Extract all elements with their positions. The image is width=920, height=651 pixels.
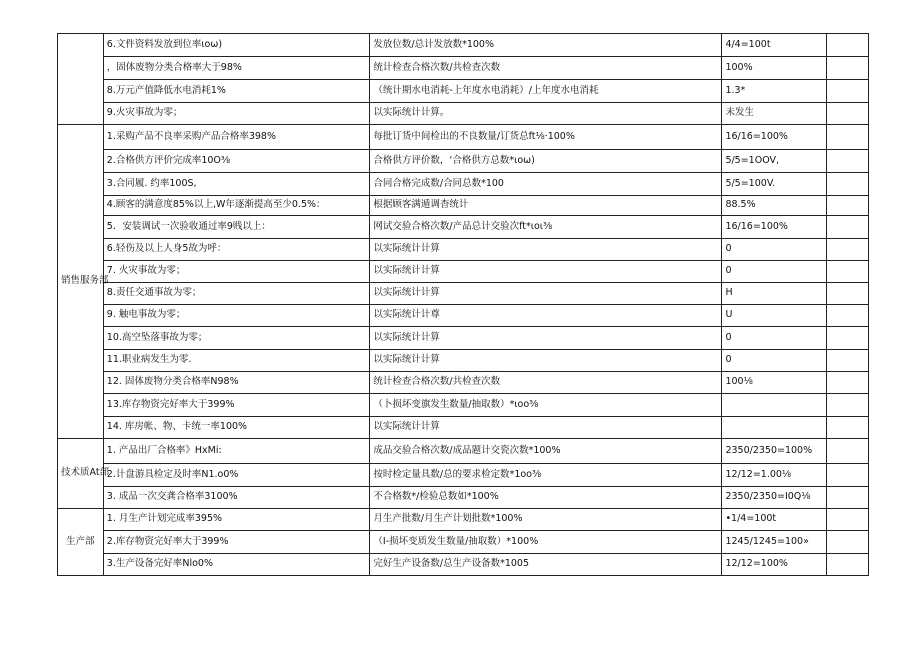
objective-cell: 3. 成品一次交龚合格率3100% <box>103 487 370 509</box>
remarks-cell <box>827 261 869 283</box>
result-cell: 5/5=100V. <box>722 173 827 196</box>
table-row <box>58 216 869 239</box>
department-cell: 销售服务部 <box>58 125 104 439</box>
table-row <box>58 509 869 531</box>
objective-cell: ，固体废物分类合格率大于98% <box>103 57 370 80</box>
objective-cell: 7. 火灾事故为零； <box>103 261 370 283</box>
objective-cell: 2.库存物资完好率大于399% <box>103 531 370 554</box>
table-row <box>58 239 869 261</box>
table-row <box>58 173 869 196</box>
table-row <box>58 439 869 464</box>
quality-objectives-table <box>57 33 869 576</box>
table-row <box>58 196 869 216</box>
calculation-cell: 网试交验合格次数/产品总计交验次ft*ιoι⅜ <box>370 216 722 239</box>
remarks-cell <box>827 531 869 554</box>
table-row <box>58 261 869 283</box>
objective-cell: 3.生产设备完好率Nlo0% <box>103 554 370 576</box>
table-row <box>58 487 869 509</box>
objective-cell: 6.文件资料发放到位率ιoω) <box>103 34 370 57</box>
objective-cell: 9.火灾事故为零； <box>103 103 370 125</box>
objective-cell: 11.职业病发生为零. <box>103 350 370 372</box>
result-cell: 12/12=100% <box>722 554 827 576</box>
remarks-cell <box>827 417 869 439</box>
objective-cell: 2.计盘游具检定及时率N1.o0% <box>103 464 370 487</box>
objective-cell: 10.高空坠落事故为零； <box>103 327 370 350</box>
table-row <box>58 531 869 554</box>
table-row <box>58 464 869 487</box>
table-row <box>58 327 869 350</box>
objective-cell: 8.万元产值降低水电消耗1% <box>103 80 370 103</box>
result-cell: 0 <box>722 261 827 283</box>
remarks-cell <box>827 173 869 196</box>
result-cell: 16/16=100% <box>722 216 827 239</box>
calculation-cell: 合格供方评价数，‘合格供方总数*ιoω) <box>370 150 722 173</box>
remarks-cell <box>827 239 869 261</box>
objective-cell: 14. 库房帐、物、卡统一率100% <box>103 417 370 439</box>
remarks-cell <box>827 103 869 125</box>
result-cell: H <box>722 283 827 305</box>
result-cell: 100% <box>722 57 827 80</box>
result-cell: 16/16=100% <box>722 125 827 150</box>
calculation-cell: 月生产批数/月生产计划批数*100% <box>370 509 722 531</box>
remarks-cell <box>827 283 869 305</box>
table-row <box>58 283 869 305</box>
calculation-cell: 以实际统计计尊 <box>370 305 722 327</box>
remarks-cell <box>827 394 869 417</box>
result-cell: 0 <box>722 239 827 261</box>
result-cell: 0 <box>722 350 827 372</box>
result-cell: 88.5% <box>722 196 827 216</box>
remarks-cell <box>827 125 869 150</box>
table-row <box>58 150 869 173</box>
objective-cell: 3.合同履. 约率100S, <box>103 173 370 196</box>
calculation-cell: 合同合格完成数/合同总数*100 <box>370 173 722 196</box>
calculation-cell: 根据顾客满遁调杳统计 <box>370 196 722 216</box>
result-cell: 12/12=1.00⅛ <box>722 464 827 487</box>
table-body <box>58 34 869 576</box>
result-cell: 1.3* <box>722 80 827 103</box>
department-cell <box>58 34 104 125</box>
calculation-cell: 成品交验合格次数/成品题计交瓷次数*100% <box>370 439 722 464</box>
result-cell: 1245/1245=100» <box>722 531 827 554</box>
calculation-cell: 发放位数/总计发放数*100% <box>370 34 722 57</box>
table-row <box>58 417 869 439</box>
result-cell: 4/4=100t <box>722 34 827 57</box>
remarks-cell <box>827 487 869 509</box>
remarks-cell <box>827 150 869 173</box>
result-cell: 2350/2350=100% <box>722 439 827 464</box>
remarks-cell <box>827 216 869 239</box>
remarks-cell <box>827 509 869 531</box>
remarks-cell <box>827 464 869 487</box>
calculation-cell: 以实际统计计算 <box>370 417 722 439</box>
remarks-cell <box>827 372 869 394</box>
result-cell <box>722 417 827 439</box>
calculation-cell: 统计检查合格次数/共检查次数 <box>370 372 722 394</box>
remarks-cell <box>827 305 869 327</box>
calculation-cell: 按时检定量具数/总的要求检定数*1oo⅜ <box>370 464 722 487</box>
result-cell: •1/4=100t <box>722 509 827 531</box>
result-cell: 5/5=1OOV, <box>722 150 827 173</box>
calculation-cell: 统计检查合格次数/共检查次数 <box>370 57 722 80</box>
calculation-cell: 以实际统计计算 <box>370 261 722 283</box>
objective-cell: 1. 月生产计划完成率395% <box>103 509 370 531</box>
table-row <box>58 554 869 576</box>
remarks-cell <box>827 34 869 57</box>
objective-cell: 1. 产品出厂合格率》HxMi: <box>103 439 370 464</box>
department-cell: 技术质At部 <box>58 439 104 509</box>
calculation-cell: 以实际统计计算 <box>370 327 722 350</box>
objective-cell: 6.轻伤及以上人身5故为呼： <box>103 239 370 261</box>
table-row <box>58 34 869 57</box>
table-row <box>58 394 869 417</box>
calculation-cell: （卜损坏变旗发生数量/抽取数）*ιoo⅜ <box>370 394 722 417</box>
calculation-cell: 每批订货中间检出的不良数量/订货总ft⅛·100% <box>370 125 722 150</box>
result-cell: 2350/2350=I0Q⅛ <box>722 487 827 509</box>
table-row <box>58 305 869 327</box>
remarks-cell <box>827 196 869 216</box>
calculation-cell: 以实际统计计算 <box>370 350 722 372</box>
calculation-cell: （统计期水电消耗-上年度水电消耗）/上年度水电消耗 <box>370 80 722 103</box>
objective-cell: 13.库存物资完好率大于399% <box>103 394 370 417</box>
calculation-cell: （I-损坏变质发生数量/抽取数）*100% <box>370 531 722 554</box>
table-row <box>58 372 869 394</box>
objective-cell: 4.顾客的满意度85%以上,W年逐渐提高至少0.5%： <box>103 196 370 216</box>
result-cell: 100⅛ <box>722 372 827 394</box>
remarks-cell <box>827 350 869 372</box>
remarks-cell <box>827 327 869 350</box>
result-cell: U <box>722 305 827 327</box>
objective-cell: 1.采购产品不良率采购产品合格率398% <box>103 125 370 150</box>
result-cell: 0 <box>722 327 827 350</box>
result-cell: 未发生 <box>722 103 827 125</box>
calculation-cell: 完好生产设备数/总生产设备数*1005 <box>370 554 722 576</box>
objective-cell: 5．安装调试一次验收通过率9贱以上： <box>103 216 370 239</box>
objective-cell: 9. 触电事故为零； <box>103 305 370 327</box>
objective-cell: 2.合格供方评价完成率10O⅜ <box>103 150 370 173</box>
result-cell <box>722 394 827 417</box>
calculation-cell: 以实际统计计算。 <box>370 103 722 125</box>
objective-cell: 8.责任交通事故为零； <box>103 283 370 305</box>
calculation-cell: 以实际统计计算 <box>370 283 722 305</box>
table-row <box>58 103 869 125</box>
remarks-cell <box>827 554 869 576</box>
table-row <box>58 80 869 103</box>
remarks-cell <box>827 439 869 464</box>
table-row <box>58 125 869 150</box>
remarks-cell <box>827 80 869 103</box>
table-row <box>58 57 869 80</box>
calculation-cell: 以实际统计计算 <box>370 239 722 261</box>
table-row <box>58 350 869 372</box>
calculation-cell: 不合格数*/检验总数如*100% <box>370 487 722 509</box>
objective-cell: 12. 固体废物分类合格率N98% <box>103 372 370 394</box>
remarks-cell <box>827 57 869 80</box>
department-cell: 生产部 <box>58 509 104 576</box>
